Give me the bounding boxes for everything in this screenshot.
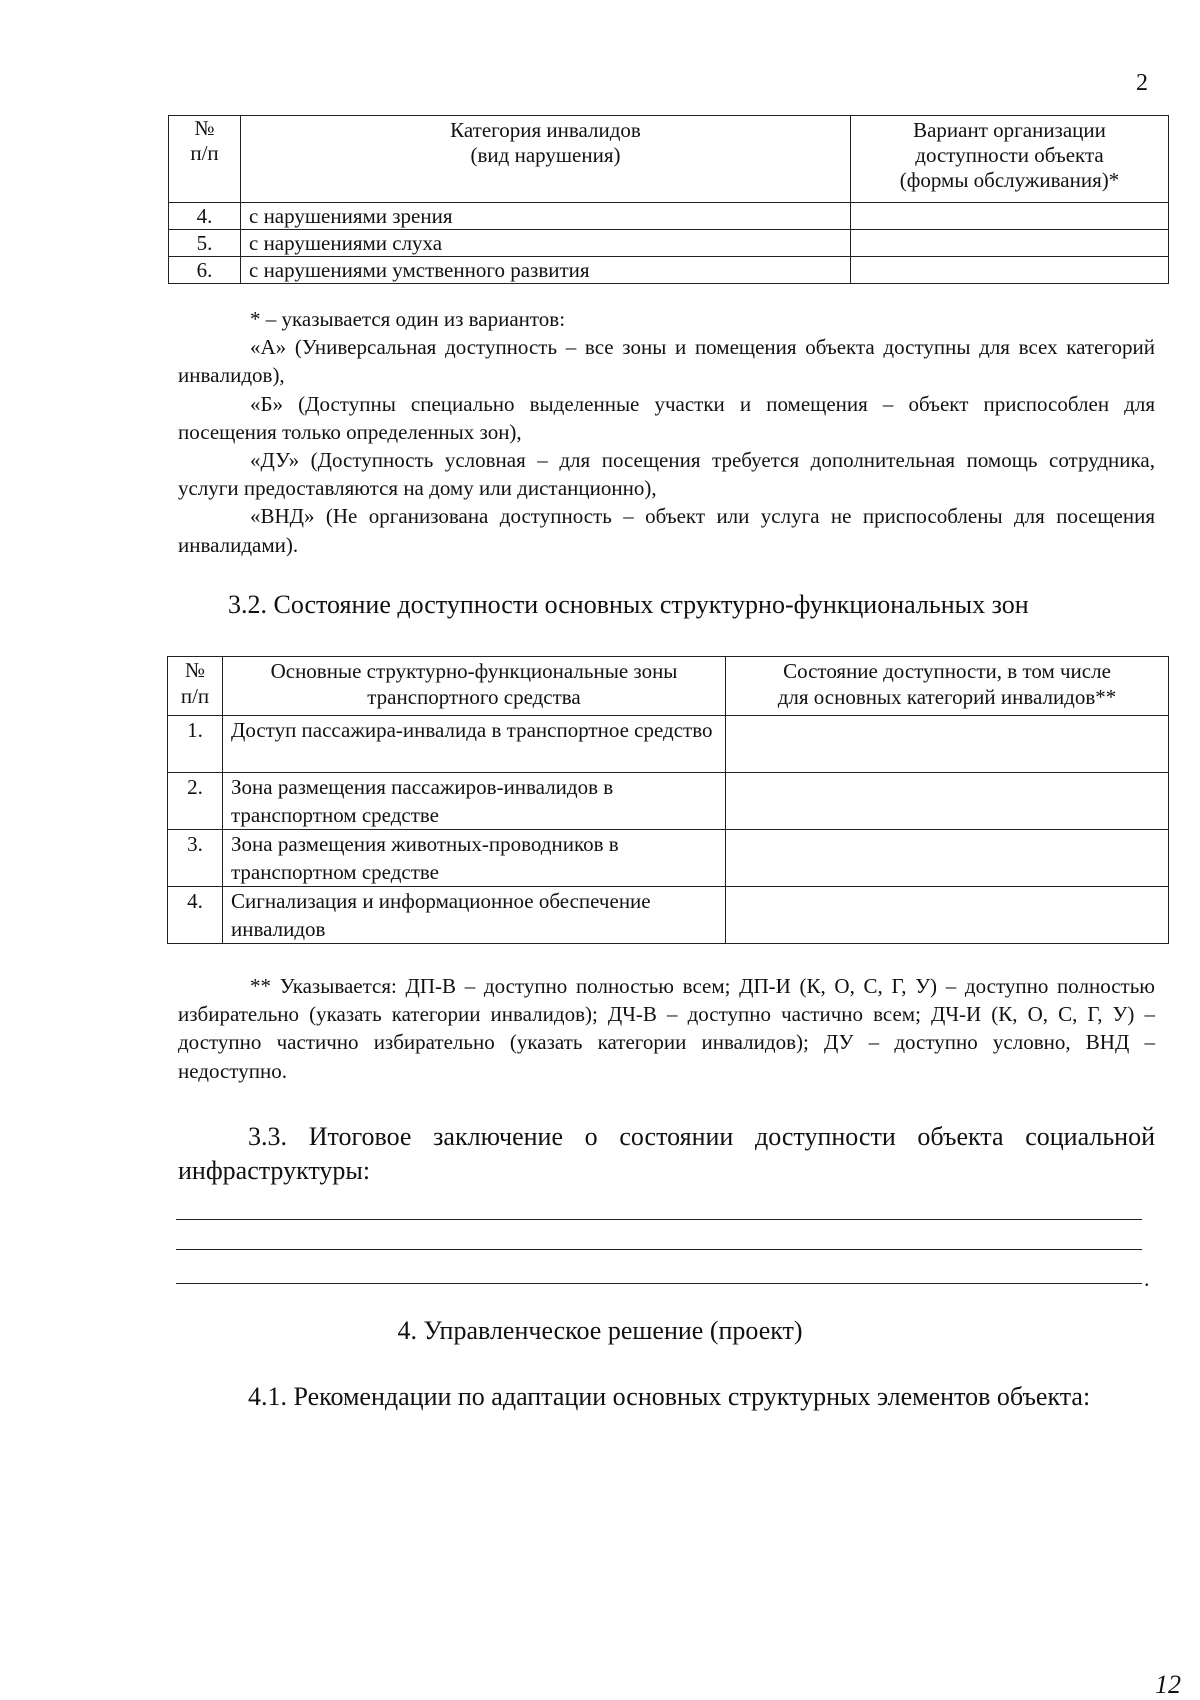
status-codes-footnote <box>178 972 1155 1085</box>
row-number: 5. <box>169 230 241 257</box>
row-number: 6. <box>169 257 241 284</box>
row-zone: Доступ пассажира-инвалида в транспортное средство <box>223 716 726 773</box>
row-number: 4. <box>169 203 241 230</box>
table-row <box>169 257 1169 284</box>
table-row <box>168 773 1169 830</box>
table-row <box>168 830 1169 887</box>
row-variant <box>851 257 1169 284</box>
footnote-line: «Б» (Доступны специально выделенные участки и помещения – объект приспособлен для посещения только определенных зон), <box>178 391 1155 444</box>
header-number: № п/п <box>168 657 223 716</box>
table-header-row <box>168 657 1169 716</box>
header-number: № п/п <box>169 116 241 203</box>
page-number: 2 <box>1136 70 1148 96</box>
section-4-title: 4. Управленческое решение (проект) <box>397 1316 803 1345</box>
footnote-line: «А» (Универсальная доступность – все зоны и помещения объекта доступны для всех категорий инвалидов), <box>178 335 1155 388</box>
row-state <box>726 887 1169 944</box>
footnote-text: ** Указывается: ДП-В – доступно полностью всем; ДП-И (К, О, С, Г, У) – доступно полностью избирательно (указать категории инвалидов); ДЧ-В – доступно частично всем; ДЧ-И (К, О, С, Г, У) – доступно частично избирательно (указать категории инвалидов); ДУ – доступно условно, ВНД – недоступно. <box>178 974 1155 1083</box>
blank-line <box>176 1249 1142 1250</box>
table-header-row <box>169 116 1169 203</box>
table-row <box>168 716 1169 773</box>
blank-line <box>176 1219 1142 1220</box>
table-row <box>168 887 1169 944</box>
handwritten-page-mark: 12 <box>1155 1670 1181 1699</box>
row-zone: Зона размещения животных-проводников в транспортном средстве <box>223 830 726 887</box>
row-state <box>726 773 1169 830</box>
table-row <box>169 230 1169 257</box>
row-number: 4. <box>168 887 223 944</box>
row-variant <box>851 230 1169 257</box>
footnote-line: * – указывается один из вариантов: <box>250 307 566 331</box>
header-zone: Основные структурно-функциональные зоны транспортного средства <box>223 657 726 716</box>
row-zone: Сигнализация и информационное обеспечение инвалидов <box>223 887 726 944</box>
row-category: с нарушениями слуха <box>241 230 851 257</box>
row-number: 2. <box>168 773 223 830</box>
table-row <box>169 203 1169 230</box>
row-variant <box>851 203 1169 230</box>
row-category: с нарушениями зрения <box>241 203 851 230</box>
footnote-line: «ДУ» (Доступность условная – для посещения требуется дополнительная помощь сотрудника, услуги предоставляются на дому или дистанционно), <box>178 448 1155 501</box>
row-number: 1. <box>168 716 223 773</box>
disability-categories-table <box>168 115 1169 284</box>
variants-footnote <box>178 305 1155 559</box>
row-category: с нарушениями умственного развития <box>241 257 851 284</box>
blank-line <box>176 1283 1142 1284</box>
row-number: 3. <box>168 830 223 887</box>
header-state: Состояние доступности, в том числе для основных категорий инвалидов** <box>726 657 1169 716</box>
section-3-3-conclusion: 3.3. Итоговое заключение о состоянии доступности объекта социальной инфраструктуры: <box>178 1122 1155 1185</box>
header-category: Категория инвалидов (вид нарушения) <box>241 116 851 203</box>
section-3-2-title: 3.2. Состояние доступности основных структурно-функциональных зон <box>228 590 1029 619</box>
line-end-dot: . <box>1144 1266 1150 1291</box>
footnote-line: «ВНД» (Не организована доступность – объект или услуга не приспособлены для посещения инвалидами). <box>178 504 1155 557</box>
section-4-1-recommendations: 4.1. Рекомендации по адаптации основных структурных элементов объекта: <box>248 1382 1091 1411</box>
row-state <box>726 716 1169 773</box>
header-variant: Вариант организации доступности объекта (формы обслуживания)* <box>851 116 1169 203</box>
row-zone: Зона размещения пассажиров-инвалидов в транспортном средстве <box>223 773 726 830</box>
zones-accessibility-table <box>167 656 1169 944</box>
row-state <box>726 830 1169 887</box>
